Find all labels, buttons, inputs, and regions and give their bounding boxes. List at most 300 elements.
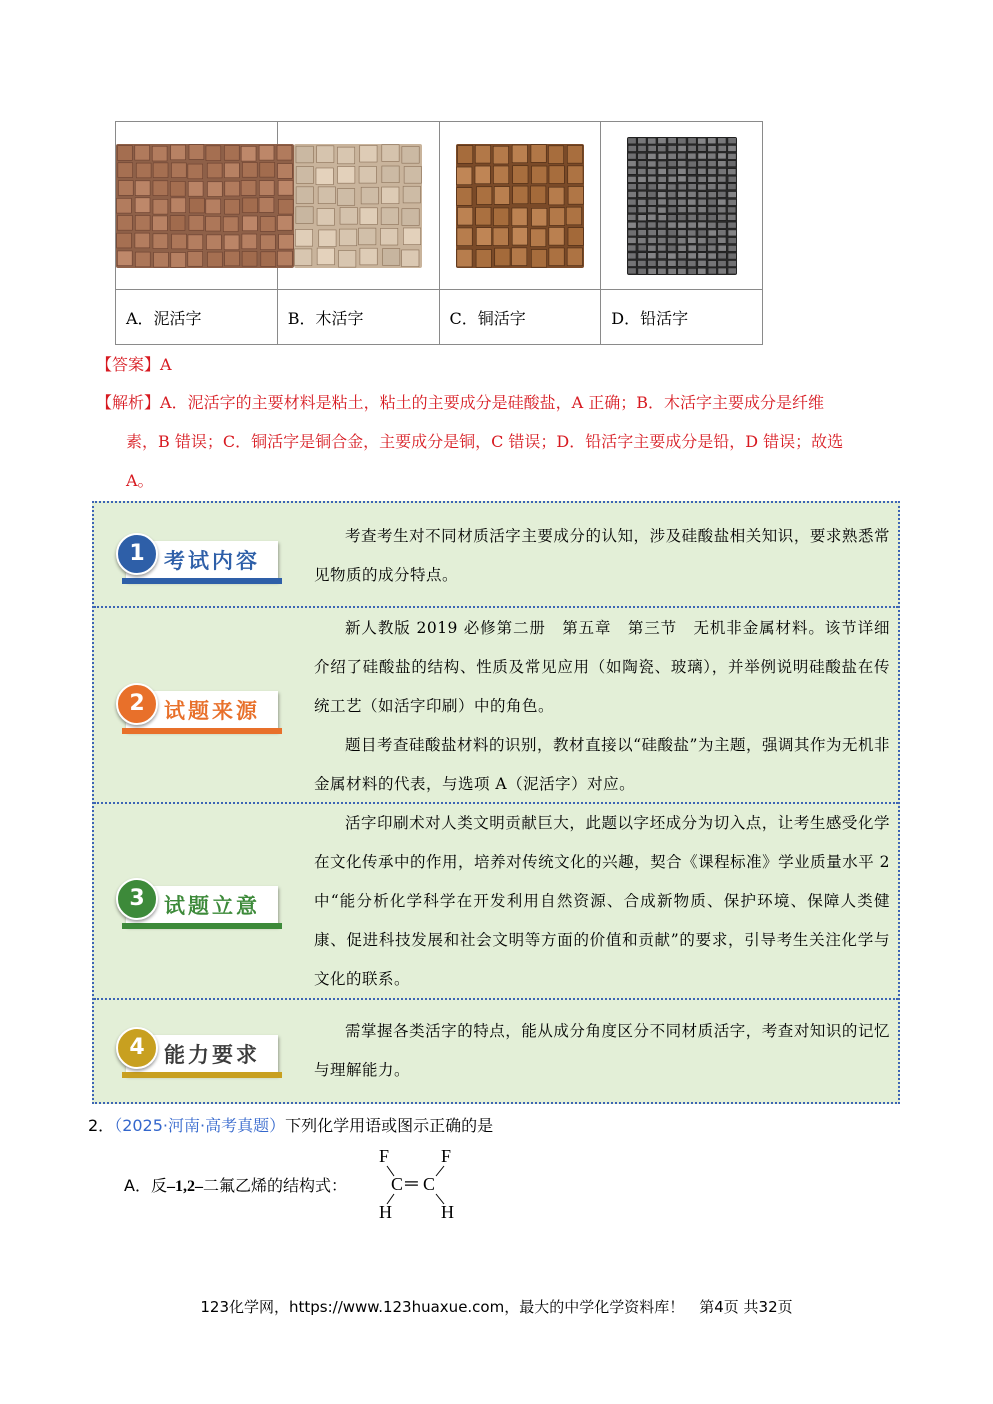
copper-type-image <box>456 144 584 268</box>
type-block <box>456 167 471 185</box>
type-block <box>361 187 378 204</box>
type-block <box>698 153 706 159</box>
type-block <box>707 137 715 143</box>
type-block <box>708 260 716 266</box>
type-block <box>404 166 421 183</box>
type-block <box>717 199 725 205</box>
type-block <box>118 162 133 177</box>
type-block <box>637 183 645 189</box>
type-block <box>717 176 725 182</box>
bond-lines <box>372 1146 472 1222</box>
type-block <box>677 199 685 205</box>
type-block <box>687 206 695 212</box>
type-block <box>278 163 293 178</box>
type-block <box>688 252 696 258</box>
type-block <box>319 229 336 246</box>
type-block <box>188 164 203 179</box>
badge-number-3: 3 <box>116 878 158 920</box>
type-block <box>697 138 705 144</box>
type-block <box>667 191 675 197</box>
type-block <box>638 244 646 250</box>
type-block <box>360 145 377 162</box>
type-block <box>667 260 675 266</box>
type-block <box>530 186 545 204</box>
type-block <box>647 260 655 266</box>
type-block <box>242 251 257 266</box>
type-block <box>207 252 222 267</box>
type-block <box>718 245 726 251</box>
type-block <box>628 206 636 212</box>
type-block <box>697 145 705 151</box>
type-block <box>667 183 675 189</box>
type-block <box>718 168 726 174</box>
type-block <box>658 176 666 182</box>
type-block <box>627 160 635 166</box>
type-block <box>493 146 508 164</box>
type-block <box>727 222 735 228</box>
badge-number-1: 1 <box>116 533 158 575</box>
type-block <box>627 260 635 266</box>
type-block <box>381 207 398 224</box>
type-block <box>359 166 376 183</box>
type-block <box>638 252 646 258</box>
type-block <box>697 252 705 258</box>
type-block <box>296 146 313 163</box>
type-block <box>727 168 735 174</box>
type-block <box>657 137 665 143</box>
type-block <box>277 215 292 230</box>
option-a-locants: –1,2– <box>166 1178 203 1195</box>
type-block <box>339 250 356 267</box>
type-block <box>383 248 400 265</box>
type-block <box>677 137 685 143</box>
type-block <box>707 153 715 159</box>
option-c-image-cell <box>439 122 601 290</box>
type-block <box>171 162 186 177</box>
type-block <box>647 153 655 159</box>
type-block <box>698 214 706 220</box>
tag-title-1: 考试内容 <box>164 548 260 573</box>
type-block <box>657 260 665 266</box>
type-block <box>260 162 275 177</box>
type-block <box>677 245 685 251</box>
type-block <box>687 168 695 174</box>
type-block <box>648 145 656 151</box>
type-block <box>698 191 706 197</box>
type-block <box>476 249 491 267</box>
question-2-stem: 下列化学用语或图示正确的是 <box>285 1116 494 1135</box>
type-block <box>260 234 275 249</box>
tag-exam-content <box>108 529 280 585</box>
type-block <box>261 251 276 266</box>
type-block <box>627 222 635 228</box>
type-block <box>708 268 716 274</box>
clay-type-image <box>116 144 294 268</box>
type-block <box>549 187 564 205</box>
type-block <box>697 206 705 212</box>
type-block <box>688 145 696 151</box>
type-block <box>657 222 665 228</box>
type-block <box>647 252 655 258</box>
option-a-image-cell <box>116 122 278 290</box>
type-block <box>718 252 726 258</box>
type-block <box>717 237 725 243</box>
question-2-number: 2． <box>88 1116 115 1135</box>
tag-title-2: 试题来源 <box>164 698 260 723</box>
type-block <box>668 153 676 159</box>
type-block <box>667 245 675 251</box>
option-a-prefix: A．反 <box>124 1176 167 1195</box>
type-block <box>172 234 187 249</box>
type-block <box>688 160 696 166</box>
type-block <box>170 215 185 230</box>
analysis-line-3: A。 <box>126 471 154 490</box>
type-block <box>688 183 696 189</box>
type-block <box>135 252 150 267</box>
panel-1-text <box>314 517 890 595</box>
question-2 <box>88 1113 493 1136</box>
type-block <box>647 206 655 212</box>
type-block <box>728 191 736 197</box>
type-block <box>637 153 645 159</box>
type-block <box>687 214 695 220</box>
atom-c-right: C <box>423 1174 436 1194</box>
type-block <box>627 267 635 273</box>
panel-4-paragraph: 需掌握各类活字的特点，能从成分角度区分不同材质活字，考查对知识的记忆与理解能力。 <box>314 1022 890 1079</box>
type-block <box>658 214 666 220</box>
type-block <box>667 214 675 220</box>
type-block <box>648 199 656 205</box>
type-block <box>457 207 472 225</box>
type-block <box>667 237 675 243</box>
type-block <box>647 214 655 220</box>
type-block <box>206 216 221 231</box>
type-block <box>567 247 582 265</box>
type-block <box>667 206 675 212</box>
type-block <box>727 183 735 189</box>
type-block <box>658 153 666 159</box>
wood-type-image <box>294 144 422 268</box>
type-block <box>688 268 696 274</box>
type-block <box>697 183 705 189</box>
type-block <box>338 188 355 205</box>
type-block <box>549 247 564 265</box>
type-block <box>402 249 419 266</box>
type-block <box>698 245 706 251</box>
type-block <box>117 145 132 160</box>
panel-1-paragraph: 考查考生对不同材质活字主要成分的认知，涉及硅酸盐相关知识，要求熟悉常见物质的成分特点。 <box>314 527 890 584</box>
type-block <box>677 206 685 212</box>
type-block <box>476 227 491 245</box>
type-block <box>647 191 655 197</box>
type-block <box>687 153 695 159</box>
type-block <box>638 160 646 166</box>
type-block <box>687 260 695 266</box>
type-block <box>457 227 472 245</box>
options-table <box>115 121 763 345</box>
type-block <box>718 145 726 151</box>
answer-tag: 【答案】 <box>96 355 161 374</box>
type-block <box>707 222 715 228</box>
type-block <box>318 186 335 203</box>
type-block <box>668 268 676 274</box>
type-block <box>382 144 399 161</box>
type-block <box>707 145 715 151</box>
type-block <box>637 268 645 274</box>
type-block <box>457 187 472 205</box>
type-block <box>259 180 274 195</box>
type-block <box>277 145 292 160</box>
type-block <box>136 163 151 178</box>
type-block <box>153 180 168 195</box>
type-block <box>494 186 509 204</box>
type-block <box>135 145 150 160</box>
type-block <box>697 268 705 274</box>
type-block <box>189 215 204 230</box>
type-block <box>678 183 686 189</box>
type-block <box>225 163 240 178</box>
type-block <box>647 168 655 174</box>
type-block <box>206 234 221 249</box>
type-block <box>117 250 132 265</box>
type-block <box>698 199 706 205</box>
type-block <box>668 229 676 235</box>
type-block <box>677 175 685 181</box>
type-block <box>727 153 735 159</box>
type-block <box>688 222 696 228</box>
type-block <box>687 199 695 205</box>
analysis-line-2: 素，B 错误；C．铜活字是铜合金，主要成分是铜，C 错误；D．铅活字主要成分是铅，D 错误；故选 <box>126 432 844 451</box>
type-block <box>627 244 635 250</box>
type-block <box>402 146 419 163</box>
type-block <box>404 227 421 244</box>
type-block <box>627 199 635 205</box>
type-block <box>567 145 582 163</box>
tag-ability-requirement <box>108 1023 280 1079</box>
type-block <box>677 229 685 235</box>
type-block <box>402 208 419 225</box>
type-block <box>188 234 203 249</box>
type-block <box>698 176 706 182</box>
type-block <box>708 206 716 212</box>
type-block <box>382 187 399 204</box>
option-a-rest: 二氟乙烯的结构式： <box>202 1176 347 1195</box>
type-block <box>241 146 256 161</box>
panel-2-text <box>314 609 890 804</box>
type-block <box>657 191 665 197</box>
type-block <box>657 183 665 189</box>
type-block <box>153 215 168 230</box>
type-block <box>657 145 665 151</box>
option-d-image-cell <box>601 122 763 290</box>
type-block <box>707 237 715 243</box>
type-block <box>677 160 685 166</box>
type-block <box>718 268 726 274</box>
type-block <box>511 247 526 265</box>
type-block <box>687 229 695 235</box>
type-block <box>657 198 665 204</box>
type-block <box>278 180 293 195</box>
type-block <box>296 166 313 183</box>
type-block <box>338 166 355 183</box>
type-block <box>707 160 715 166</box>
panel-3-text <box>314 804 890 999</box>
type-block <box>475 145 490 163</box>
type-block <box>340 229 357 246</box>
type-block <box>225 199 240 214</box>
type-block <box>637 137 645 143</box>
answer-value: A <box>160 355 172 374</box>
type-block <box>225 181 240 196</box>
type-block <box>628 229 636 235</box>
type-block <box>512 145 527 163</box>
type-block <box>317 208 334 225</box>
type-block <box>627 214 635 220</box>
option-a-label: A．泥活字 <box>116 290 278 345</box>
type-block <box>668 137 676 143</box>
type-block <box>135 197 150 212</box>
type-block <box>658 160 666 166</box>
option-b-label: B．木活字 <box>277 290 439 345</box>
type-block <box>493 227 508 245</box>
exam-analysis-box <box>92 501 900 1104</box>
option-d-label: D．铅活字 <box>601 290 763 345</box>
type-block <box>117 233 132 248</box>
type-block <box>677 222 685 228</box>
type-block <box>628 183 636 189</box>
type-block <box>153 162 168 177</box>
type-block <box>638 214 646 220</box>
tag-title-4: 能力要求 <box>164 1042 260 1067</box>
type-block <box>531 166 546 184</box>
type-block <box>493 166 508 184</box>
type-block <box>135 180 150 195</box>
type-block <box>549 207 564 225</box>
type-block <box>638 206 646 212</box>
type-block <box>668 199 676 205</box>
analysis-text-1: A．泥活字的主要材料是粘土，粘土的主要成分是硅酸盐，A 正确；B．木活字主要成分是纤维 <box>160 393 824 412</box>
type-block <box>678 252 686 258</box>
type-block <box>707 168 715 174</box>
type-block <box>728 245 736 251</box>
type-block <box>647 221 655 227</box>
type-block <box>668 160 676 166</box>
type-block <box>360 248 377 265</box>
type-block <box>457 249 472 267</box>
type-block <box>189 198 204 213</box>
type-block <box>475 166 490 184</box>
type-block <box>566 207 581 225</box>
type-block <box>188 181 203 196</box>
type-block <box>360 207 377 224</box>
type-block <box>317 248 334 265</box>
type-block <box>627 168 635 174</box>
type-block <box>727 206 735 212</box>
type-block <box>224 145 239 160</box>
type-block <box>697 222 705 228</box>
type-block <box>627 153 635 159</box>
type-block <box>647 176 655 182</box>
type-block <box>637 168 645 174</box>
type-block <box>207 181 222 196</box>
type-block <box>476 207 491 225</box>
tag-question-source <box>108 679 280 735</box>
type-block <box>549 227 564 245</box>
type-block <box>277 251 292 266</box>
type-block <box>638 191 646 197</box>
type-block <box>568 186 583 204</box>
type-block <box>697 160 705 166</box>
type-block <box>668 176 676 182</box>
type-block <box>170 181 185 196</box>
type-block <box>359 228 376 245</box>
type-block <box>548 145 563 163</box>
type-block <box>627 252 635 258</box>
type-block <box>568 165 583 183</box>
type-block <box>708 229 716 235</box>
type-block <box>667 252 675 258</box>
type-block <box>707 199 715 205</box>
type-block <box>153 233 168 248</box>
type-block <box>628 191 636 197</box>
type-block <box>476 186 491 204</box>
badge-number-4: 4 <box>116 1027 158 1069</box>
type-block <box>224 235 239 250</box>
type-block <box>717 152 725 158</box>
type-block <box>697 237 705 243</box>
type-block <box>677 145 685 151</box>
type-block <box>637 260 645 266</box>
atom-h-left: H <box>379 1202 392 1222</box>
type-block <box>717 229 725 235</box>
answer-line <box>96 355 172 375</box>
type-block <box>637 199 645 205</box>
type-block <box>279 234 294 249</box>
type-block <box>717 160 725 166</box>
type-block <box>260 216 275 231</box>
type-block <box>135 215 150 230</box>
type-block <box>243 197 258 212</box>
type-block <box>457 145 472 163</box>
analysis-tag: 【解析】 <box>96 393 161 412</box>
type-block <box>677 260 685 266</box>
type-block <box>708 252 716 258</box>
atom-h-right: H <box>441 1202 454 1222</box>
type-block <box>296 206 313 223</box>
type-block <box>717 214 725 220</box>
type-block <box>707 245 715 251</box>
option-c-label: C．铜活字 <box>439 290 601 345</box>
option-b-image-cell <box>277 122 439 290</box>
type-block <box>317 145 334 162</box>
type-block <box>717 206 725 212</box>
type-block <box>677 214 685 220</box>
type-block <box>657 237 665 243</box>
type-block <box>717 191 725 197</box>
type-block <box>637 176 645 182</box>
type-block <box>243 216 258 231</box>
type-block <box>668 145 676 151</box>
type-block <box>728 253 736 259</box>
type-block <box>647 237 655 243</box>
type-block <box>677 153 685 159</box>
type-block <box>259 197 274 212</box>
type-block <box>171 197 186 212</box>
type-block <box>648 268 656 274</box>
type-block <box>493 207 508 225</box>
type-block <box>728 229 736 235</box>
type-block <box>637 145 645 151</box>
